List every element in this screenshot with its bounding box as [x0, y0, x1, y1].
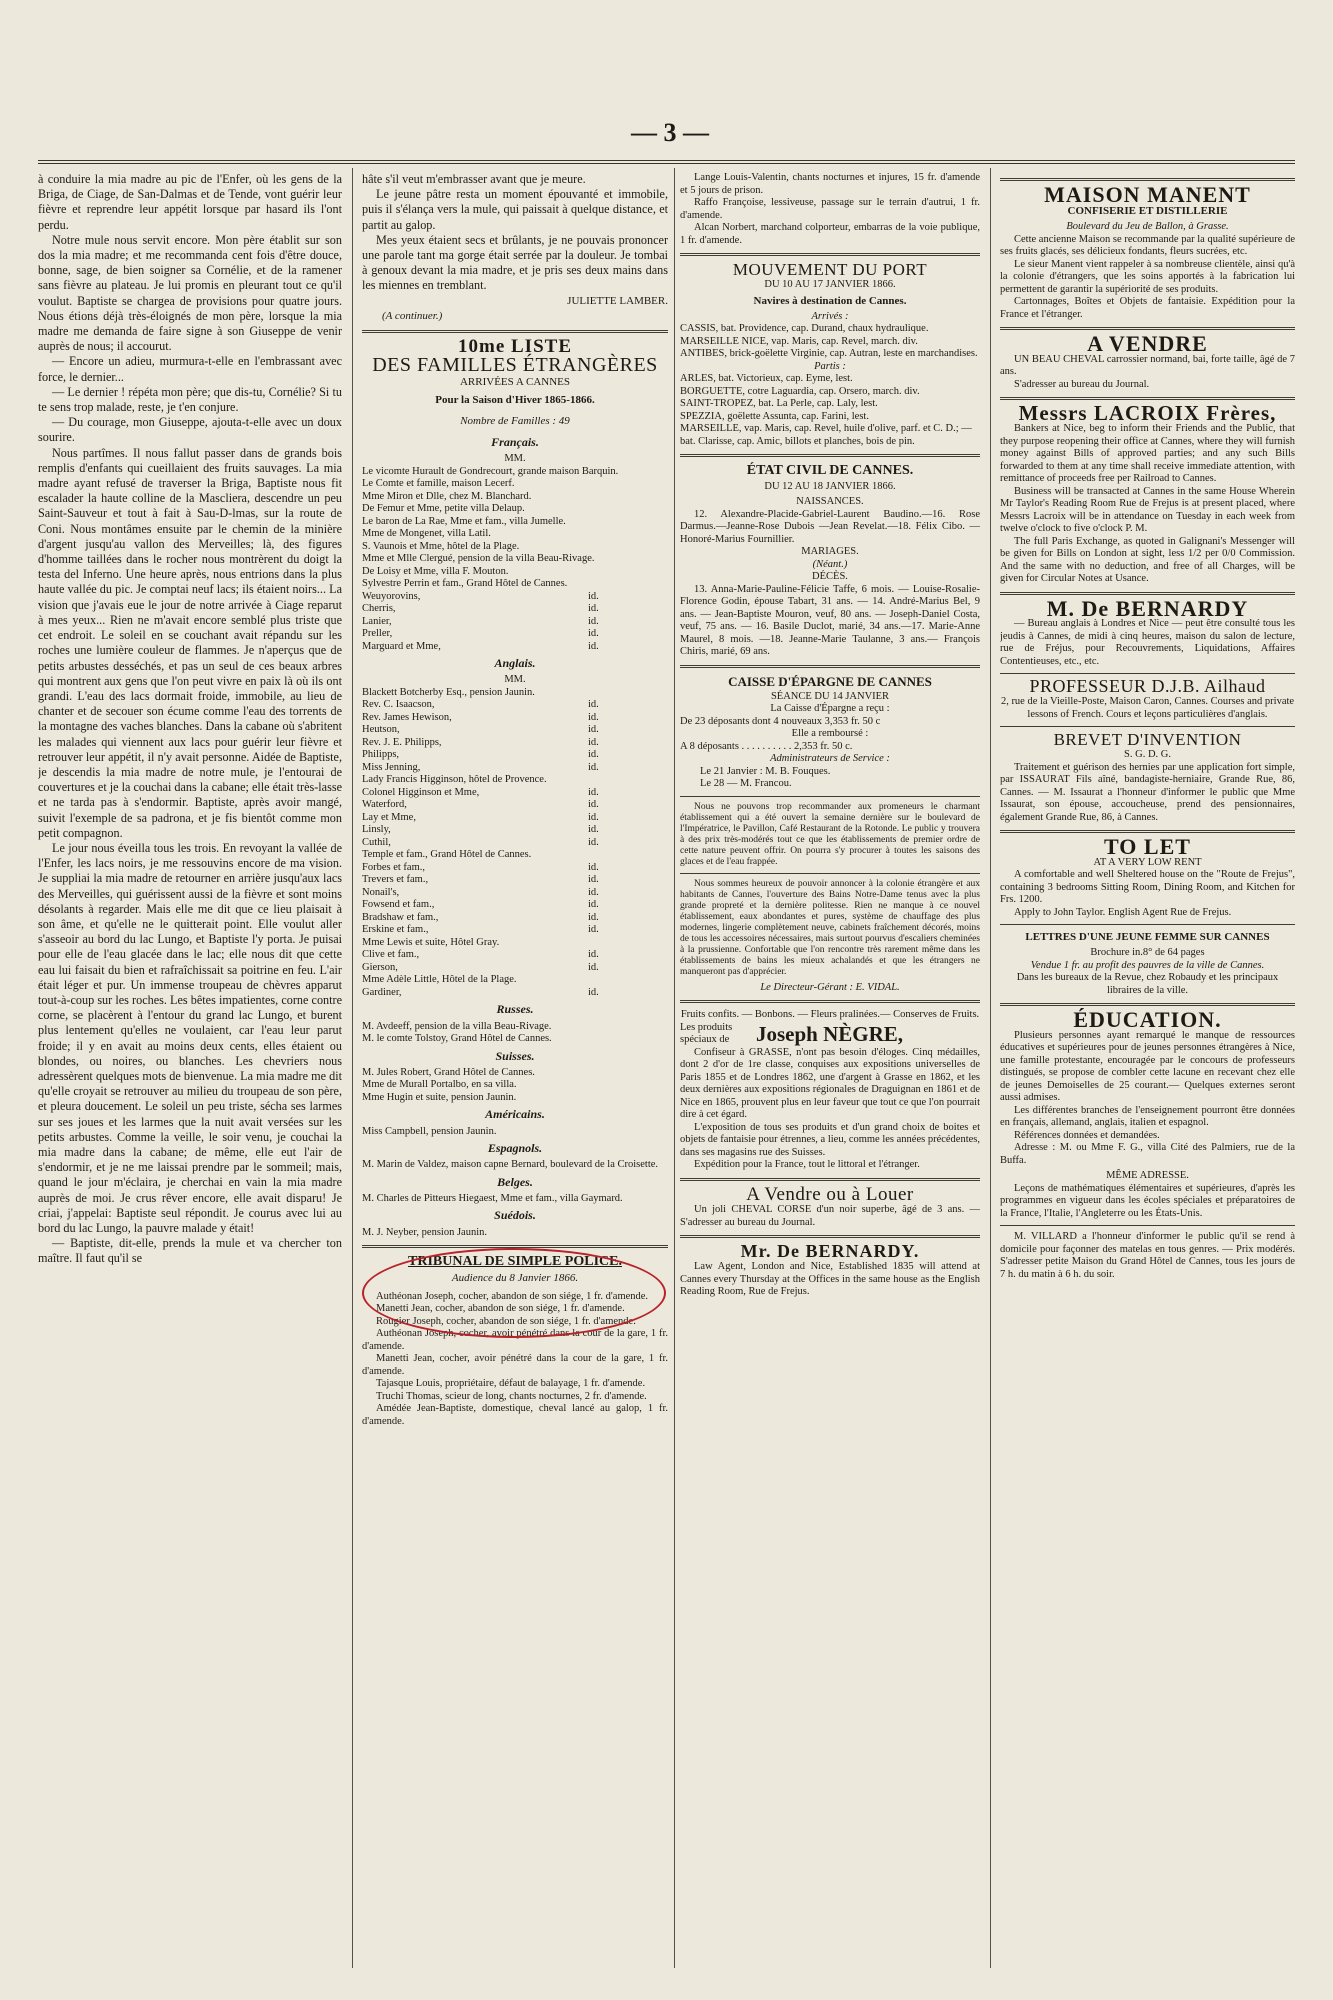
list-item-name: De Femur et Mme, petite villa Delaup.: [362, 503, 525, 515]
separator: [1000, 1225, 1295, 1226]
separator: [1000, 327, 1295, 330]
vendre-title: A Vendre ou à Louer: [746, 1183, 914, 1205]
tribunal-item: Raffo Françoise, lessiveuse, passage sur le terrain d'autrui, 1 fr. d'amende.: [680, 197, 980, 221]
manent-address: Boulevard du Jeu de Ballon, à Grasse.: [1066, 221, 1229, 233]
liste-count: Nombre de Familles : 49: [460, 414, 570, 427]
separator: [680, 454, 980, 457]
separator: [1000, 592, 1295, 595]
list-item-name: Sylvestre Perrin et fam., Grand Hôtel de Cannes.: [362, 578, 568, 590]
mm-label: MM.: [504, 453, 526, 465]
list-item: [362, 874, 668, 887]
tribunal-date: Audience du 8 Janvier 1866.: [451, 1272, 579, 1285]
caisse-rembourse: Elle a remboursé :: [791, 728, 869, 740]
list-item-location: id.: [588, 590, 599, 602]
lettres-text: Dans les bureaux de la Revue, chez Robaudy et les principaux libraires de la ville.: [1016, 972, 1279, 996]
brevet-title: BREVET D'INVENTION: [1053, 730, 1242, 750]
list-item-name: S. Vaunois et Mme, hôtel de la Plage.: [362, 540, 520, 552]
list-item: [362, 887, 668, 900]
lettres-title: LETTRES D'UNE JEUNE FEMME SUR CANNES: [1025, 931, 1270, 944]
list-item-location: id.: [588, 736, 599, 748]
list-item-name: Rev. James Hewison,: [362, 711, 452, 723]
brevet-subtitle: S. G. D. G.: [1124, 749, 1171, 761]
list-item: [362, 466, 668, 479]
tribunal-item: Authéonan Joseph, cocher, abandon de son siége, 1 fr. d'amende.: [376, 1290, 649, 1302]
lacroix-text: Business will be transacted at Cannes in the same House Wherein Mr Taylor's Reading Room Rue de Frejus is at present placed, where Messrs Lacroix will be in attendance on Tuesday in each week from twelve o'clock to five o'clock P. M.: [1000, 485, 1295, 535]
list-item: [362, 824, 668, 837]
list-item: [362, 962, 668, 975]
meme-adresse: MÊME ADRESSE.: [1106, 1170, 1189, 1182]
list-item: [362, 616, 668, 629]
liste-season: Pour la Saison d'Hiver 1865-1866.: [435, 393, 595, 406]
liste-number: 10me LISTE: [458, 336, 572, 358]
list-item: [362, 762, 668, 775]
avendre-text: UN BEAU CHEVAL carrossier normand, bai, forte taille, âgé de 7 ans.: [1000, 353, 1295, 378]
section-suedois: Suédois.: [494, 1208, 536, 1223]
column-feuilleton: [38, 172, 342, 1972]
negre-intro: Fruits confits. — Bonbons. — Fleurs pralinées.— Conserves de Fruits.: [680, 1009, 980, 1021]
list-item: M. Jules Robert, Grand Hôtel de Cannes.: [362, 1066, 535, 1078]
notice-bains: Nous sommes heureux de pouvoir annoncer à la colonie étrangère et aux habitants de Cannes, l'ouverture des Bains Notre-Dame tenus avec la plus grande propreté et la dernière politesse. Rien ne manque à ce nouvel établissement, eaux abondantes et pures, système de chauffage des plus modernes, lingerie complètement neuve, cabinets fraîchement décorés, moins de tous les accessoires nécessaires, mais surtout pourvus d'escaliers cheminées à la prussienne. Confortable que l'on rencontre très rarement même dans les établissements de bains les mieux achalandés et que les étrangers ne manqueront pas d'apprécier.: [680, 878, 980, 977]
separator: [680, 796, 980, 797]
lettres-text: Vendue 1 fr. au profit des pauvres de la ville de Cannes.: [1030, 959, 1265, 971]
list-item-location: id.: [588, 761, 599, 773]
list-item-location: id.: [588, 603, 599, 615]
negre-name: Joseph NÈGRE,: [756, 1021, 904, 1046]
list-item: M. le comte Tolstoy, Grand Hôtel de Cannes.: [362, 1033, 552, 1045]
separator: [680, 253, 980, 256]
story-paragraph: — Encore un adieu, murmura-t-elle en l'embrassant avec force, le dernier...: [38, 354, 342, 384]
section-francais: Français.: [491, 435, 539, 450]
tolet-subtitle: AT A VERY LOW RENT: [1093, 856, 1202, 868]
etat-title: ÉTAT CIVIL DE CANNES.: [746, 463, 914, 479]
story-paragraph: Le jour nous éveilla tous les trois. En revoyant la vallée de l'Enfer, les lacs noirs, je me ressouvins encore de ma vision. Je suppliai la mia madre de retourner en arrière jusqu'aux lacs des Merveilles, qui guérissent aussi de la fièvre et sont moins désolants à regarder. Mais elle me dit que ce lieu plaisait à son âme, et qu'elle ne le quitterait point. Elle voulut aller s'asseoir au bord du lac Lungo, et Baptiste l'y porta. Je puisai pour elle de l'eau glacée dans le lac; elle nous dit que cette eau lui faisait du bien et rafraîchissait sa poitrine en feu. L'air était léger et pur. Un immense troupeau de chèvres apparut tout-à-coup sur les roches. Les bêtes impatientes, corne contre corne, se placèrent à l'entour du grand lac Lungo, et burent plus lentement qu'elles ne voulaient, car l'eau leur parut froide; il y en avait au moins deux cents, elles étaient ou blondes, ou noires, ou blanches. Les chevriers nous adressèrent quelques mots de bienvenue. La mia madre me dit qu'elle croyait se retrouver au milieu du troupeau de son père, et pleura doucement. Le soleil un peu triste, sécha ses larmes sur ses joues et les larmes que la nuit avait versées sur les petits arbustes. Comme la veille, le soir venu, je couchai la mia madre dans la cabane; de même, elle eut l'air de s'endormir, et je ne me laissai prendre par le sommeil; mais, quand le jour m'éclaira, je cherchai en vain la mia madre auprès de moi. Je crus rêver encore, elle avait disparu! Je criai, j'appelai: Baptiste seul répondit. Je courus avec lui au bord du lac Lungo, la pauvre malade y était!: [38, 840, 342, 1236]
list-item: [362, 712, 668, 725]
caisse-line: A 8 déposants . . . . . . . . . . 2,353 fr. 50 c.: [680, 740, 853, 752]
naissances-text: 12. Alexandre-Placide-Gabriel-Laurent Baudino.—16. Rose Darmus.—Jeanne-Rose Dubois —Jean Revelat.—18. Félix Cibo. — Honoré-Marius Fournillier.: [680, 508, 980, 545]
professeur-text: 2, rue de la Vieille-Poste, Maison Caron, Cannes. Courses and private lessons of French. Cours et leçons particulières d'anglais.: [1000, 696, 1295, 720]
tolet-title: TO LET: [1104, 834, 1191, 860]
avendre-title: A VENDRE: [1087, 331, 1208, 357]
list-item-name: Bradshaw et fam.,: [362, 911, 439, 923]
separator: [680, 873, 980, 874]
story-author: JULIETTE LAMBER.: [567, 294, 668, 307]
admin-label: Administrateurs de Service :: [770, 753, 890, 765]
bernardy2-text: Law Agent, London and Nice, Established 1835 will attend at Cannes every Thursday at the Offices in the same house as the English Reading Room, Rue de Frejus.: [680, 1261, 980, 1298]
list-item: [362, 641, 668, 654]
notice-rotonde: Nous ne pouvons trop recommander aux promeneurs le charmant établissement qui a été ouvert la semaine dernière sur le boulevard de l'Impératrice, le Pavillon, Café Restaurant de la Rotonde. Le public y trouvera à des prix très-modérés tout ce que les établissements de premier ordre de cette nature peuvent offrir. On pourra s'y procurer à toutes les saisons des glaces et de l'eau frappée.: [680, 801, 980, 867]
list-item-name: Nonail's,: [362, 886, 400, 898]
manent-text: Le sieur Manent vient rappeler à sa nombreuse clientèle, ainsi qu'à la colonie d'étrangers, que les soins apportés à la fabrication lui permettent de garantir la supériorité de ses produits.: [1000, 258, 1295, 295]
list-item-name: Cuthil,: [362, 836, 391, 848]
list-item: [362, 749, 668, 762]
list-item-name: Gierson,: [362, 961, 398, 973]
list-item: [362, 949, 668, 962]
manent-text: Cette ancienne Maison se recommande par la qualité supérieure de ses fruits glacés, ses délicieux fondants, fleurs sucrées, etc.: [1000, 233, 1295, 258]
list-item: [362, 628, 668, 641]
list-item: Miss Campbell, pension Jaunin.: [362, 1125, 497, 1137]
story-paragraph: Nous partîmes. Il nous fallut passer dans de grands bois remplis d'enfants qui cueillaient des fruits sauvages. La mia madre ayant refusé de traverser la Briga, Baptiste nous fit escalader la haute colline de la Mascliera, descendre un peu Saint-Sauveur et tout à fait à Sau-D-lmas, sur la route de Coni. Nous montâmes ensuite par le chemin de la minière d'argent jusqu'au vallon des Merveilles; là, des figures d'homme taillées dans le rocher nous montrèrent du doigt la testa del Inferno. Une heure après, nous entrions dans la plus haute vallée du pic. Je comptai neuf lacs; ils étaient noirs... La vision que j'avais eue le jour de notre arrivée à Ciage reparut à mes yeux... Rien ne m'avait encore semblé plus triste que cet endroit. Le soleil en se couchant avait répandu sur les roches une lumière couleur de flammes. Je n'aperçus que de petits arbustes desséchés, et pas un seul de ces beaux arbres qui montrent aux gens que l'on peut vivre en paix là où ils ont grandi. L'eau des lacs dormait froide, immobile, au lieu de chanter et de secouer son écume comme l'eau des torrents de la montagne des vaches blanches. Dans la cabane où s'abritent les malades qui viennent aux lacs pour guérir leur fièvre et retrouver leur appétit, il n'y avait personne. Aidée de Baptiste, je descendis la mia madre de notre mule, je l'entourai de couvertures et je la couchai dans la cabane; elle était très-lasse et ne tarda pas à s'endormir. Baptiste, après avoir mangé, suivit l'exemple de sa padrona, et je fis bientôt comme mon petit compagnon.: [38, 445, 342, 840]
list-item-location: id.: [588, 874, 599, 886]
francais-list: [362, 466, 668, 654]
deces-text: 13. Anna-Marie-Pauline-Félicie Taffe, 6 mois. — Louise-Rosalie-Florence Godin, épouse Tabart, 31 ans. — 14. André-Marius Bel, 9 ans. — Jean-Baptiste Mouron, veuf, 80 ans. — Joseph-Daniel Costa, veuf, 75 ans. — 16. Basile Duclot, marié, 34 ans.—17. Marie-Anne Maurel, 8 mois. —18. Jeanne-Marie Taulanne, 3 ans.— François Chiris, marié, 69 ans.: [680, 583, 980, 658]
list-item: [362, 503, 668, 516]
caisse-line: De 23 déposants dont 4 nouveaux 3,353 fr. 50 c: [680, 715, 881, 727]
section-suisses: Suisses.: [495, 1048, 535, 1063]
list-item-name: Rev. C. Isaacson,: [362, 699, 435, 711]
story-paragraph: Le jeune pâtre resta un moment épouvanté et immobile, puis il s'élança vers la mule, qui paissait à quelque distance, et partit au galop.: [362, 187, 668, 232]
ship-item: SPEZZIA, goëlette Assunta, cap. Farini, lest.: [680, 410, 869, 422]
separator: [680, 1000, 980, 1003]
column-news: [680, 172, 980, 1972]
education-title: ÉDUCATION.: [1073, 1007, 1222, 1033]
tribunal-item: Tajasque Louis, propriétaire, défaut de balayage, 1 fr. d'amende.: [376, 1378, 646, 1390]
list-item: [362, 541, 668, 554]
list-item: M. Charles de Pitteurs Hiegaest, Mme et fam., villa Gaymard.: [362, 1192, 623, 1204]
story-paragraph: Mes yeux étaient secs et brûlants, je ne pouvais prononcer une parole tant ma gorge était serrée par la douleur. Je tombai à genoux devant la mia madre, et je pris ses deux mains dans les miennes en tremblant.: [362, 232, 668, 293]
list-item-name: Lay et Mme,: [362, 811, 416, 823]
tribunal-item: Rougier Joseph, cocher, abandon de son siége, 1 fr. d'amende.: [376, 1315, 636, 1327]
list-item-location: id.: [588, 615, 599, 627]
tribunal-item: Truchi Thomas, scieur de long, chants nocturnes, 2 fr. d'amende.: [376, 1390, 647, 1402]
liste-title: DES FAMILLES ÉTRANGÈRES: [372, 354, 658, 377]
list-item-location: id.: [588, 628, 599, 640]
list-item-name: Gardiner,: [362, 986, 402, 998]
list-item-location: id.: [588, 949, 599, 961]
list-item-name: Cherris,: [362, 603, 396, 615]
bernardy-text: — Bureau anglais à Londres et Nice — peut être consulté tous les jeudis à Cannes, de midi à cinq heures, maison du salon de lecture, rue de Fréjus, pour Recouvrements, Liquidations, Affaires Contentieuses, etc., etc.: [1000, 618, 1295, 667]
list-item-name: Mme Lewis et suite, Hôtel Gray.: [362, 936, 500, 948]
separator: [362, 330, 668, 333]
tribunal-item: Manetti Jean, cocher, abandon de son siége, 1 fr. d'amende.: [376, 1303, 625, 1315]
list-item: Mme Hugin et suite, pension Jaunin.: [362, 1091, 517, 1103]
list-item-name: Le Comte et famille, maison Lecerf.: [362, 478, 515, 490]
list-item-name: Marguard et Mme,: [362, 640, 441, 652]
list-item: M. Avdeeff, pension de la villa Beau-Rivage.: [362, 1020, 552, 1032]
tolet-text: A comfortable and well Sheltered house on the "Route de Frejus", containing 3 bedrooms Sitting Room, Dining Room, and Kitchen for Frs. 1200.: [1000, 869, 1295, 906]
list-item-name: Waterford,: [362, 799, 407, 811]
column-rule: [352, 168, 353, 1968]
list-item-name: Mme et Mlle Clergué, pension de la villa Beau-Rivage.: [362, 553, 595, 565]
list-item: [362, 699, 668, 712]
admin-line: Le 21 Janvier : M. B. Fouques.: [700, 765, 831, 777]
port-subtitle: Navires à destination de Cannes.: [753, 294, 907, 307]
column-ads: [1000, 172, 1295, 1972]
separator: [1000, 178, 1295, 181]
caisse-title: CAISSE D'ÉPARGNE DE CANNES: [728, 673, 932, 689]
education-text: Les différentes branches de l'enseignement pourront être données en français, allemand, anglais, italien et espagnol.: [1000, 1104, 1295, 1129]
list-item-name: Miss Jenning,: [362, 761, 421, 773]
lacroix-title: Messrs LACROIX Frères,: [1018, 401, 1277, 426]
page-number: — 3 —: [631, 118, 709, 147]
section-belges: Belges.: [497, 1174, 533, 1189]
list-item: M. J. Neyber, pension Jaunin.: [362, 1226, 487, 1238]
list-item-location: id.: [588, 899, 599, 911]
separator: [1000, 673, 1295, 674]
liste-subtitle: ARRIVÉES A CANNES: [459, 376, 571, 389]
section-espagnols: Espagnols.: [487, 1141, 543, 1156]
tribunal-item: Amédée Jean-Baptiste, domestique, cheval lancé au galop, 1 fr. d'amende.: [362, 1403, 668, 1427]
list-item: [362, 566, 668, 579]
story-paragraph: — Le dernier ! répéta mon père; que dis-tu, Cornélie? Si tu te sens trop malade, reste, je t'en conjure.: [38, 384, 342, 415]
list-item: [362, 899, 668, 912]
bernardy2-title: Mr. De BERNARDY.: [740, 1241, 920, 1262]
list-item: [362, 591, 668, 604]
list-item-name: Lanier,: [362, 615, 392, 627]
section-russes: Russes.: [496, 1002, 534, 1017]
top-rule: [38, 160, 1295, 164]
list-item-name: Colonel Higginson et Mme,: [362, 786, 480, 798]
list-item-location: id.: [588, 640, 599, 652]
list-item-location: id.: [588, 836, 599, 848]
ship-item: ANTIBES, brick-goëlette Virginie, cap. Autran, leste en marchandises.: [680, 348, 978, 360]
story-paragraph: — Du courage, mon Giuseppe, ajouta-t-elle avec un doux sourire.: [38, 415, 342, 445]
list-item-location: id.: [588, 711, 599, 723]
meme-text: Leçons de mathématiques élémentaires et supérieures, d'après les programmes en vigueur dans les écoles spéciales et préparatoires de la France, l'Italie, l'Angleterre ou les États-Unis.: [1000, 1182, 1295, 1219]
story-paragraph: — Baptiste, dit-elle, prends la mule et va chercher ton maître. Il faut qu'il se: [38, 1236, 342, 1266]
neant-label: (Néant.): [812, 558, 848, 570]
list-item-location: id.: [588, 986, 599, 998]
list-item: M. Marin de Valdez, maison capne Bernard, boulevard de la Croisette.: [362, 1159, 659, 1171]
ship-item: ARLES, bat. Victorieux, cap. Eyme, lest.: [680, 373, 853, 385]
villard-text: M. VILLARD a l'honneur d'informer le public qu'il se rend à domicile pour façonner des matelas en tous genres. — Prix modérés. S'adresser petite Maison du Grand Hôtel de Cannes, tous les jours de 7 h. du matin à 6 h. du soir.: [1000, 1231, 1295, 1280]
list-item-name: Trevers et fam.,: [362, 874, 429, 886]
separator: [1000, 1003, 1295, 1006]
tribunal-item: Alcan Norbert, marchand colporteur, embarras de la voie publique, 1 fr. d'amende.: [680, 222, 980, 246]
separator: [362, 1245, 668, 1248]
list-item-name: Philipps,: [362, 749, 400, 761]
list-item: [362, 912, 668, 925]
list-item: [362, 987, 668, 1000]
list-item-location: id.: [588, 824, 599, 836]
separator: [1000, 726, 1295, 727]
list-item-name: Le vicomte Hurault de Gondrecourt, grande maison Barquin.: [362, 465, 619, 477]
list-item-location: id.: [588, 699, 599, 711]
list-item: [362, 478, 668, 491]
story-paragraph: hâte s'il veut m'embrasser avant que je meure.: [362, 172, 586, 186]
brevet-text: Traitement et guérison des hernies par une application fort simple, par ISSAURAT Fils aîné, bandagiste-herniaire, Grande Rue, 86, Cannes. — M. Issaurat a l'honneur d'informer le public que Mme Issaurat, son épouse, accoucheuse, prend des pensionnaires, également Grande Rue, 86, à Cannes.: [1000, 761, 1295, 823]
list-item: [362, 491, 668, 504]
education-text: Plusieurs personnes ayant remarqué le manque de ressources éducatives et supérieures pour de jeunes personnes étrangères à Nice, une famille protestante, encouragée par le concours de professeurs distingués, se propose de combler cette lacune en recevant chez elle de jeunes Demoiselles de 25 courant.— Quelques externes seront aussi admises.: [1000, 1029, 1295, 1104]
ship-item: BORGUETTE, cotre Laguardia, cap. Orsero, march. div.: [680, 385, 920, 397]
mariages-label: MARIAGES.: [801, 546, 859, 558]
list-item: [362, 799, 668, 812]
list-item-location: id.: [588, 861, 599, 873]
ship-item: CASSIS, bat. Providence, cap. Durand, chaux hydraulique.: [680, 323, 929, 335]
list-item: [362, 849, 668, 862]
list-item-name: Mme Adèle Little, Hôtel de la Plage.: [362, 974, 517, 986]
list-item-name: Mme de Mongenet, villa Latil.: [362, 528, 491, 540]
list-item-name: Fowsend et fam.,: [362, 899, 435, 911]
anglais-list: [362, 687, 668, 1000]
list-item-name: Forbes et fam.,: [362, 861, 425, 873]
tribunal-item: Lange Louis-Valentin, chants nocturnes et injures, 15 fr. d'amende et 5 jours de prison.: [680, 172, 980, 196]
negre-small: Les produits spéciaux de: [680, 1021, 733, 1046]
continuer-note: (A continuer.): [382, 309, 443, 322]
separator: [1000, 924, 1295, 925]
list-item-location: id.: [588, 724, 599, 736]
list-item-name: Rev. J. E. Philipps,: [362, 736, 442, 748]
list-item-name: Weuyorovins,: [362, 590, 421, 602]
list-item: [362, 862, 668, 875]
list-item-name: Linsly,: [362, 824, 391, 836]
tribunal-item: Authéonan Joseph, cocher, avoir pénétré dans la cour de la gare, 1 fr. d'amende.: [362, 1328, 668, 1352]
list-item: [362, 937, 668, 950]
list-item-location: id.: [588, 786, 599, 798]
list-item: [362, 837, 668, 850]
deces-label: DÉCÈS.: [812, 571, 848, 583]
negre-text: L'exposition de tous ses produits et d'un grand choix de boites et objets de fantaisie pour étrennes, a lieu, comme les années précédentes, dans ses magasins rue des Suisses.: [680, 1121, 980, 1158]
separator: [680, 1235, 980, 1238]
list-item: [362, 924, 668, 937]
column-lists: [362, 172, 668, 1972]
list-item: [362, 528, 668, 541]
list-item-location: id.: [588, 799, 599, 811]
list-item-name: Blackett Botcherby Esq., pension Jaunin.: [362, 686, 535, 698]
professeur-title: PROFESSEUR D.J.B. Ailhaud: [1029, 676, 1266, 697]
list-item: [362, 774, 668, 787]
section-anglais: Anglais.: [494, 656, 536, 671]
list-item: [362, 687, 668, 700]
list-item-location: id.: [588, 749, 599, 761]
negre-text: Expédition pour la France, tout le littoral et l'étranger.: [694, 1159, 920, 1171]
list-item-location: id.: [588, 911, 599, 923]
list-item-name: De Loisy et Mme, villa F. Mouton.: [362, 565, 509, 577]
separator: [680, 1178, 980, 1181]
ship-item: MARSEILLE NICE, vap. Maris, cap. Revel, march. div.: [680, 335, 918, 347]
mm-label: MM.: [504, 674, 526, 686]
tolet-text: Apply to John Taylor. English Agent Rue de Frejus.: [1014, 906, 1232, 918]
negre-text: Confiseur à GRASSE, n'ont pas besoin d'éloges. Cinq médailles, dont 2 d'or de 1re classe, conquises aux expositions universelles de Paris 1855 et de Londres 1862, une d'argent à Grasse en 1862, et les deux dernières aux expositions régionales de Draguignan en 1861 et de Nice en 1865, prouvent plus en leur faveur que tout ce que l'on pourrait dire à cet égard.: [680, 1046, 980, 1121]
avendre-text: S'adresser au bureau du Journal.: [1014, 378, 1150, 390]
manent-text: Cartonnages, Boîtes et Objets de fantaisie. Expédition pour la France et l'étranger.: [1000, 296, 1295, 320]
story-paragraph: à conduire la mia madre au pic de l'Enfer, où les gens de la Briga, de Ciage, de San-Dalmas et de Tende, vont guérir leur fièvre et reprendre leur appétit lorsque par hasard ils l'ont perdu.: [38, 172, 342, 232]
list-item-location: id.: [588, 811, 599, 823]
separator: [680, 665, 980, 668]
list-item-name: Temple et fam., Grand Hôtel de Cannes.: [362, 849, 532, 861]
list-item: [362, 812, 668, 825]
separator: [1000, 397, 1295, 400]
lacroix-text: Bankers at Nice, beg to inform their Friends and the Public, that they purpose reopening their office at Cannes, where they will furnish money against Bills of approved parties; and any such Bills forwarded to them at any time shall receive immediate attention, with remittance of proceeds free per Railroad to Cannes.: [1000, 423, 1295, 485]
column-rule: [990, 168, 991, 1968]
lacroix-text: The full Paris Exchange, as quoted in Galignani's Messenger will be given for Bills on London at sight, less 1/2 per 0/0 Commission. And the same with no deduction, and free of all Charges, will be given for Circular Notes at Usance.: [1000, 535, 1295, 585]
column-rule: [674, 168, 675, 1968]
separator: [1000, 830, 1295, 833]
ship-item: MARSEILLE, vap. Maris, cap. Revel, huile d'olive, parf. et C. D.; — bat. Clarisse, cap. Amic, billots et planches, bois de pin.: [680, 423, 972, 447]
naissances-label: NAISSANCES.: [796, 496, 864, 508]
list-item-name: Heutson,: [362, 724, 400, 736]
ship-item: SAINT-TROPEZ, bat. La Perle, cap. Laly, lest.: [680, 398, 878, 410]
list-item-name: Le baron de La Rae, Mme et fam., villa Jumelle.: [362, 515, 566, 527]
list-item-location: id.: [588, 924, 599, 936]
caisse-seance: SÉANCE DU 14 JANVIER: [770, 690, 890, 702]
section-americains: Américains.: [485, 1107, 545, 1122]
list-item-name: Mme Miron et Dlle, chez M. Blanchard.: [362, 490, 532, 502]
list-item-name: Erskine et fam.,: [362, 924, 429, 936]
list-item: [362, 578, 668, 591]
list-item-name: Clive et fam.,: [362, 949, 420, 961]
arrives-label: Arrivés :: [811, 310, 849, 322]
vendre-text: Un joli CHEVAL CORSE d'un noir superbe, âgé de 3 ans. — S'adresser au bureau du Journal.: [680, 1204, 980, 1228]
manent-subtitle: CONFISERIE ET DISTILLERIE: [1067, 205, 1228, 218]
list-item: [362, 737, 668, 750]
list-item: [362, 553, 668, 566]
story-paragraph: Notre mule nous servit encore. Mon père établit sur son dos la mia madre; et me recommanda cent fois d'être douce, bonne, sage, de bien soigner sa Cornélie, et de la ramener sans fièvre au plateau. Je lui promis en pleurant tout ce qu'il voulut. Baptiste se chargea de provisions pour quatre jours. Nous étions déjà très-éloignés de mon père, lorsque la mia madre me demanda de faire signe à son Giuseppe de venir auprès de nous; il accourut.: [38, 232, 342, 354]
list-item-location: id.: [588, 886, 599, 898]
admin-line: Le 28 — M. Francou.: [700, 778, 792, 790]
list-item-name: Preller,: [362, 628, 393, 640]
manent-title: MAISON MANENT: [1044, 182, 1251, 207]
list-item-location: id.: [588, 961, 599, 973]
port-dates: DU 10 AU 17 JANVIER 1866.: [764, 279, 896, 291]
gerant: Le Directeur-Gérant : E. VIDAL.: [760, 981, 900, 993]
tribunal-title: TRIBUNAL DE SIMPLE POLICE.: [408, 1254, 622, 1270]
list-item: [362, 974, 668, 987]
lettres-text: Brochure in.8° de 64 pages: [1090, 947, 1205, 959]
port-title: MOUVEMENT DU PORT: [732, 260, 928, 279]
list-item: [362, 724, 668, 737]
list-item-name: Lady Francis Higginson, hôtel de Provence.: [362, 774, 547, 786]
caisse-recu: La Caisse d'Épargne a reçu :: [770, 703, 890, 715]
bernardy-title: M. De BERNARDY: [1046, 595, 1249, 621]
list-item: Mme de Murall Portalbo, en sa villa.: [362, 1079, 517, 1091]
partis-label: Partis :: [814, 360, 846, 372]
etat-dates: DU 12 AU 18 JANVIER 1866.: [764, 480, 896, 492]
education-text: Adresse : M. ou Mme F. G., villa Cité des Palmiers, rue de la Buffa.: [1000, 1142, 1295, 1166]
education-text: Références données et demandées.: [1014, 1129, 1160, 1141]
tribunal-item: Manetti Jean, cocher, avoir pénétré dans la cour de la gare, 1 fr. d'amende.: [362, 1353, 668, 1377]
list-item: [362, 787, 668, 800]
list-item: [362, 516, 668, 529]
list-item: [362, 603, 668, 616]
